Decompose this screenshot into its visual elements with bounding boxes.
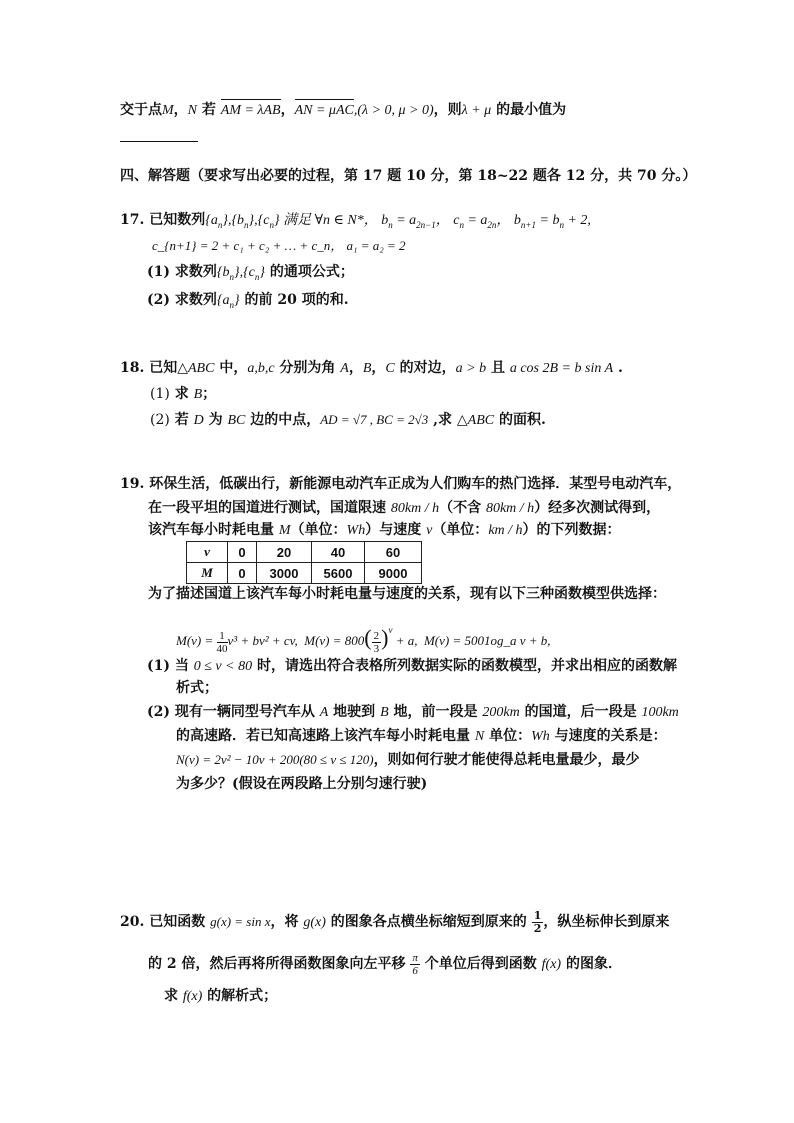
q18-math: a cos 2B = b sin A <box>509 361 614 376</box>
q20-text: ，纵坐标伸长到原来 <box>543 914 670 930</box>
q18-math: B <box>362 361 372 376</box>
fraction <box>372 630 382 655</box>
q19-math: M <box>278 523 291 538</box>
q20-text: 的解析式； <box>202 988 278 1004</box>
q17-sub: n <box>229 299 234 310</box>
q19-math: Wh <box>346 523 366 538</box>
intro-text: 的最小值为 <box>491 102 567 118</box>
q19-text: 的高速路．若已知高速路上该汽车每小时耗电量 <box>176 728 475 744</box>
q17-math: ， c <box>435 213 460 228</box>
q20-math: g(x) <box>303 915 326 930</box>
q19-models <box>176 616 551 655</box>
q17-sub: n <box>559 219 564 230</box>
q18-text: 分别为角 <box>274 360 341 376</box>
q19-text: ）与速度 <box>365 522 427 538</box>
exponent: v <box>388 625 393 635</box>
q19-part1 <box>147 656 677 677</box>
part-label: (2) <box>147 292 170 308</box>
intro-text: ， <box>280 102 295 118</box>
q17-sub: n <box>269 219 274 230</box>
q19-math: 0 ≤ v < 80 <box>193 659 253 674</box>
q18-text: 已知 <box>144 360 178 376</box>
q18-text: 若 <box>169 412 194 428</box>
q18-text: 求 <box>169 386 194 402</box>
q17-math: {a <box>216 293 230 308</box>
paren-right: ) <box>381 625 389 650</box>
q19-math: 80km / h <box>485 501 535 516</box>
q19-math: M(v) = 800 <box>304 633 365 648</box>
q19-line4: 为了描述国道上该汽车每小时耗电量与速度的关系，现有以下三种函数模型供选择： <box>148 586 666 602</box>
q19-line2 <box>148 498 660 519</box>
q17-part2 <box>147 290 349 315</box>
q17-math: = a <box>392 213 417 228</box>
q19-text: 与速度的关系是： <box>549 728 667 744</box>
answer-blank <box>120 128 198 148</box>
q18-text: 为 <box>203 412 228 428</box>
q20-math: f(x) <box>182 989 203 1004</box>
q17-math: = a <box>463 213 488 228</box>
q19-part2-line3 <box>176 750 640 770</box>
fraction <box>532 910 544 935</box>
q17-text: 的前 20 项的和. <box>239 292 349 308</box>
fraction-numerator: π <box>412 951 418 964</box>
q17-math: } <box>259 265 266 280</box>
intro-var-m: M <box>162 103 174 118</box>
q19-text: 地，前一段是 <box>388 704 483 720</box>
q19-text: ）的下列数据： <box>522 522 621 538</box>
q17-part1 <box>147 262 354 287</box>
intro-vector-am: AM = λAB <box>221 101 281 121</box>
q19-math: A <box>319 705 329 720</box>
q19-text: 该汽车每小时耗电量 <box>148 522 279 538</box>
q18-math: △ABC <box>456 413 495 428</box>
q19-text: 地驶到 <box>328 704 381 720</box>
q17-math: },{c <box>233 265 255 280</box>
q18-math: C <box>385 361 395 376</box>
question-number: 20. <box>120 914 145 930</box>
q19-text: ）经多次测试得到， <box>534 500 661 516</box>
q20-math: g(x) = sin x <box>210 914 271 929</box>
part-label: (1) <box>147 264 170 280</box>
q19-math: km / h <box>488 523 523 538</box>
q18-text: 的面积. <box>494 412 546 428</box>
q18-text: ， <box>348 360 363 376</box>
q17-sub: n <box>229 271 234 282</box>
q20-line1 <box>120 908 669 937</box>
q17-math: },{b <box>222 213 245 228</box>
q17-sub: n+1 <box>520 219 536 230</box>
q17-math: {a <box>205 213 218 228</box>
q18-text: 的对边， <box>394 360 456 376</box>
table-cell: 5600 <box>312 563 365 584</box>
intro-expression: λ + μ <box>461 103 492 118</box>
q17-sub: 2n−1 <box>416 219 436 230</box>
table-cell: 3000 <box>257 563 312 584</box>
section-title: 四、解答题（要求写出必要的过程，第 17 题 10 分，第 18~22 题各 12 分，共 70 分。） <box>120 168 697 184</box>
q19-text: ，则如何行驶才能使得总耗电量最少，最少 <box>373 752 640 768</box>
q19-text: 当 <box>170 658 194 674</box>
q17-sub: n <box>217 219 223 230</box>
q19-math: N <box>474 729 485 744</box>
part-label: (2) <box>150 412 170 428</box>
q18-text: 且 <box>486 360 510 376</box>
q17-sub: n <box>388 219 393 230</box>
q20-math: f(x) <box>541 957 562 972</box>
q17-math: } 满足 ∀n ∈ N*， b <box>273 213 389 228</box>
q17-sub: 2n <box>487 219 497 230</box>
q19-math: 200km <box>482 705 520 720</box>
q18-line1 <box>120 358 623 379</box>
q19-part2-line4: 为多少？(假设在两段路上分别匀速行驶) <box>176 776 428 792</box>
question-number: 18. <box>120 360 145 376</box>
paren-left: ( <box>364 625 372 650</box>
q19-math: 80km / h <box>390 501 440 516</box>
q17-math: + 2, <box>563 213 591 228</box>
question-number: 19. <box>120 476 145 492</box>
table-row <box>187 542 422 563</box>
q18-math: D <box>193 413 204 428</box>
q18-math: a > b <box>455 361 487 376</box>
part-label: (1) <box>147 658 170 674</box>
q19-text: 时，请选出符合表格所列数据实际的函数模型，并求出相应的函数解 <box>252 658 677 674</box>
table-header-cell: M <box>187 563 228 584</box>
q19-text: 在一段平坦的国道进行测试，国道限速 <box>148 500 391 516</box>
speed-consumption-table <box>186 541 422 584</box>
q19-part2 <box>147 702 679 723</box>
part-label: (1) <box>150 386 170 402</box>
q18-part2 <box>150 410 546 431</box>
q20-text: 的图象各点横坐标缩短到原来的 <box>325 914 532 930</box>
q19-math: v³ + bv² + cv, <box>227 633 298 648</box>
q17-sub: n <box>254 271 260 282</box>
table-cell: 9000 <box>365 563 422 584</box>
intro-text: 若 <box>197 102 221 118</box>
part-label: (2) <box>147 704 170 720</box>
q17-math: = b <box>536 213 560 228</box>
q17-math: {b <box>216 265 230 280</box>
q19-part2-line2 <box>176 726 667 747</box>
fraction-denominator: 3 <box>373 642 380 655</box>
q20-text: 求 <box>164 988 183 1004</box>
q17-text: 已知数列 <box>144 212 206 228</box>
fraction-numerator: 1 <box>217 630 228 643</box>
q17-math: } <box>233 293 240 308</box>
q19-line1 <box>120 474 681 494</box>
table-cell: 60 <box>365 542 422 563</box>
q17-math: ， b <box>496 213 521 228</box>
q17-text: 求数列 <box>170 292 217 308</box>
table-cell: 0 <box>228 542 257 563</box>
q18-math: a,b,c <box>247 361 275 376</box>
q19-math: M(v) = 5001og_a v + b, <box>423 633 551 648</box>
q19-math: v <box>426 523 433 538</box>
q20-text: 的 2 倍，然后再将所得函数图象向左平移 <box>148 956 411 972</box>
q19-part1-cont: 析式； <box>176 680 218 696</box>
q17-text: 的通项公式； <box>265 264 354 280</box>
q20-text: 已知函数 <box>144 914 211 930</box>
q18-math: BC <box>227 413 246 428</box>
q19-math: + a, <box>395 633 418 648</box>
fraction-denominator: 2 <box>533 921 542 935</box>
q20-line2 <box>148 950 622 979</box>
question-number: 17. <box>120 212 145 228</box>
q18-text: 边的中点， <box>245 412 321 428</box>
fraction <box>217 630 228 655</box>
table-cell: 20 <box>257 542 312 563</box>
q19-text: （不含 <box>439 500 486 516</box>
q18-text: 中， <box>214 360 248 376</box>
intro-var-n: N <box>187 103 198 118</box>
q19-text: 现有一辆同型号汽车从 <box>170 704 320 720</box>
q20-text: ，将 <box>270 914 304 930</box>
q19-line3 <box>148 520 621 541</box>
q18-math: △ABC <box>177 361 215 376</box>
q19-text: 环保生活，低碳出行，新能源电动汽车正成为人们购车的热门选择．某型号电动汽车， <box>144 476 682 492</box>
table-header-cell: v <box>187 542 228 563</box>
q19-text: 的国道，后一段是 <box>519 704 642 720</box>
q19-text: 单位： <box>484 728 532 744</box>
q20-line3 <box>164 986 277 1007</box>
q20-text: 个单位后得到函数 <box>419 956 542 972</box>
q18-text: ,求 <box>428 412 457 428</box>
q18-part1 <box>150 384 216 405</box>
q17-sub: n <box>244 219 249 230</box>
q19-math: B <box>380 705 389 720</box>
q19-math: M(v) = <box>176 633 217 648</box>
q17-math: },{c <box>248 213 270 228</box>
q18-text: ； <box>202 386 217 402</box>
q19-math: 100km <box>641 705 679 720</box>
q18-text: ， <box>371 360 386 376</box>
fraction-denominator: 40 <box>216 642 228 655</box>
table-cell: 0 <box>228 563 257 584</box>
q19-math: N(v) = 2v² − 10v + 200(80 ≤ v ≤ 120) <box>176 752 374 767</box>
q18-math: B <box>193 387 203 402</box>
intro-text: ， <box>173 102 188 118</box>
fraction-denominator: 6 <box>412 964 418 977</box>
intro-text: ，则 <box>433 102 462 118</box>
intro-line <box>120 100 566 121</box>
intro-text: 交于点 <box>120 102 162 118</box>
intro-condition: ,(λ > 0, μ > 0) <box>353 103 434 118</box>
q19-text: （单位： <box>432 522 489 538</box>
q20-text: 的图象． <box>561 956 622 972</box>
q19-math: Wh <box>531 729 550 744</box>
fraction-numerator: 1 <box>533 908 542 922</box>
table-cell: 40 <box>312 542 365 563</box>
blank-line <box>120 131 198 142</box>
fraction-numerator: 2 <box>373 629 380 642</box>
fraction <box>410 952 420 977</box>
table-row <box>187 563 422 584</box>
intro-vector-an: AN = μAC <box>295 101 354 121</box>
q19-text: （单位： <box>290 522 347 538</box>
q17-text: 求数列 <box>170 264 217 280</box>
q18-math: AD = √7 , BC = 2√3 <box>320 412 429 427</box>
q18-text: . <box>613 360 623 376</box>
q18-math: A <box>340 361 349 376</box>
q17-sub: n <box>459 219 464 230</box>
q17-line1 <box>120 210 591 235</box>
q17-line2: c_{n+1} = 2 + c₁ + c₂ + … + c_n， a₁ = a₂ = 2 <box>152 238 406 253</box>
